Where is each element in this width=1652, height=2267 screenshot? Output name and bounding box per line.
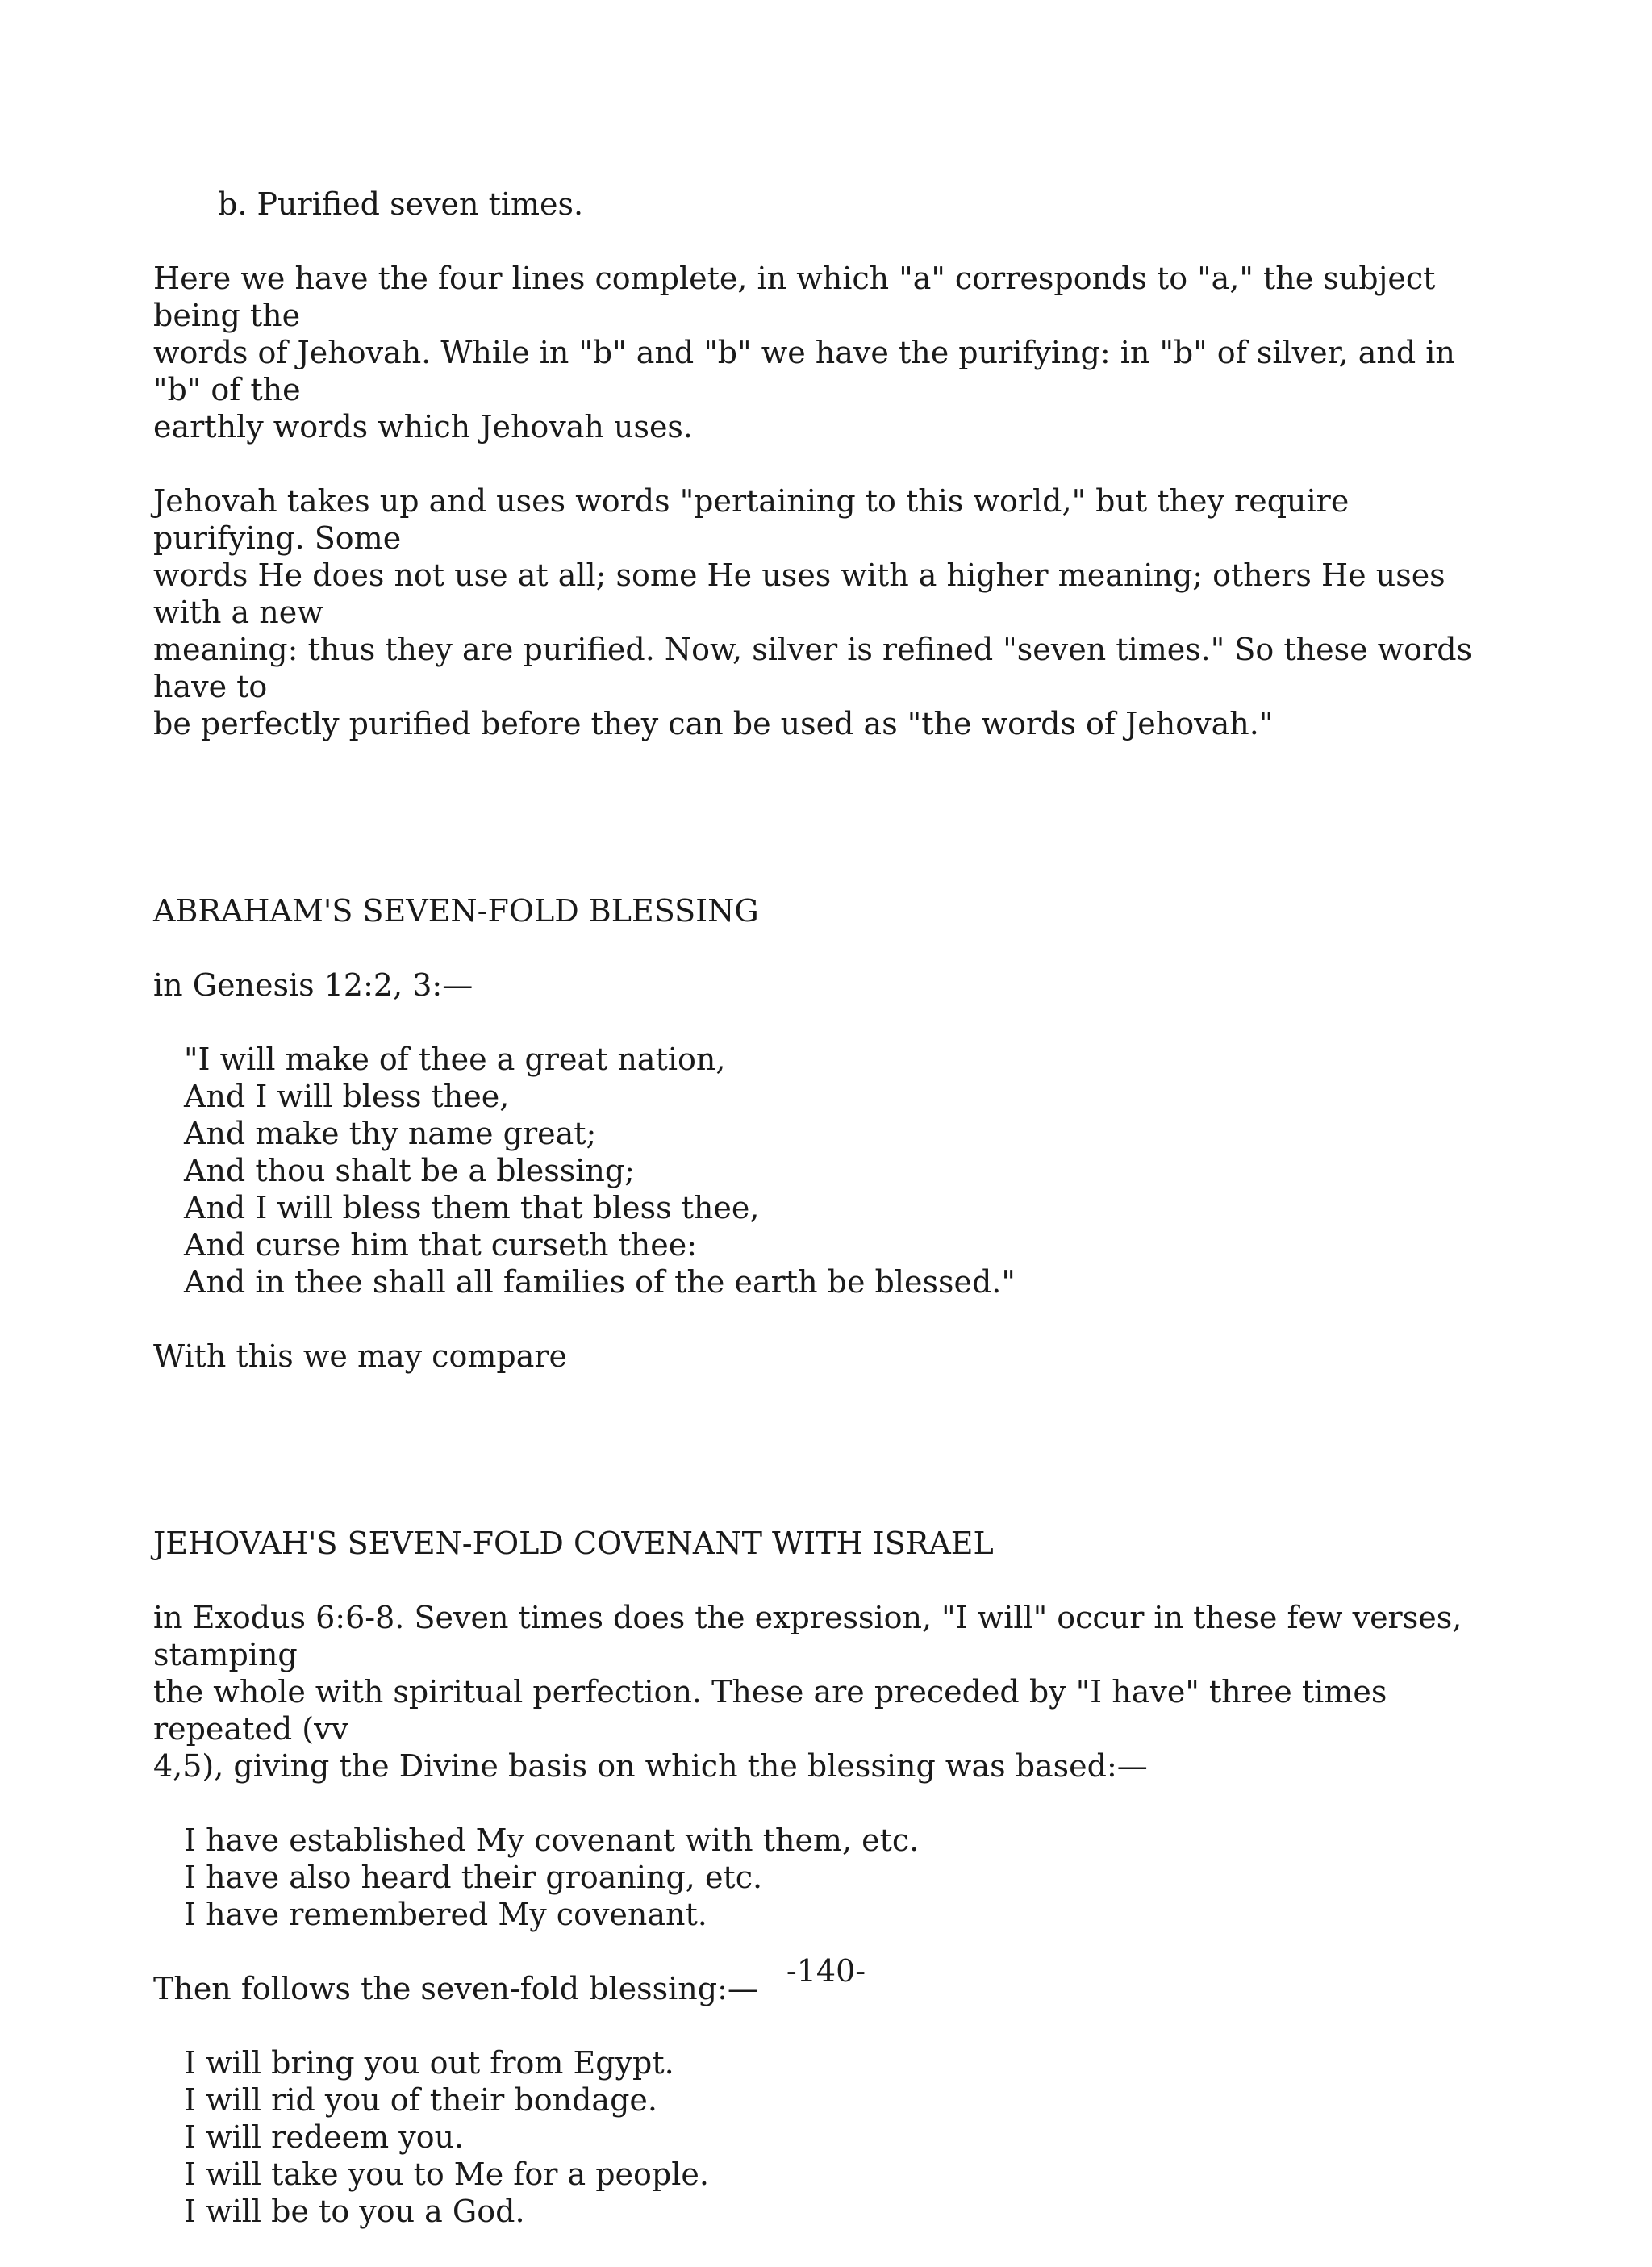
text-line: words of Jehovah. While in "b" and "b" we have the purifying: in "b" of silver, and in "b" of the: [153, 335, 1455, 407]
section-heading-abraham: ABRAHAM'S SEVEN-FOLD BLESSING: [153, 893, 759, 929]
text-line: Jehovah takes up and uses words "pertaining to this world," but they require purifying. Some: [153, 483, 1350, 556]
text-line: words He does not use at all; some He uses with a higher meaning; others He uses with a new: [153, 557, 1446, 630]
verse-block-abraham: [153, 1041, 1508, 1300]
paragraph-four-lines: [153, 260, 1508, 445]
text-line: 4,5), giving the Divine basis on which the blessing was based:—: [153, 1748, 1148, 1784]
verse-line: I have also heard their groaning, etc.: [184, 1860, 763, 1895]
verse-line: And in thee shall all families of the earth be blessed.": [184, 1264, 1016, 1300]
verse-line: And I will bless thee,: [184, 1079, 510, 1114]
verse-block-i-will: [153, 2044, 1508, 2230]
text-line: the whole with spiritual perfection. These are preceded by "I have" three times repeated (vv: [153, 1674, 1387, 1747]
text-line: in Exodus 6:6-8. Seven times does the expression, "I will" occur in these few verses, stamping: [153, 1600, 1462, 1672]
verse-line: I will redeem you.: [184, 2119, 465, 2155]
section-gap: [153, 1412, 1508, 1525]
text-line: be perfectly purified before they can be used as "the words of Jehovah.": [153, 706, 1274, 741]
compare-text: With this we may compare: [153, 1338, 567, 1374]
text-line: earthly words which Jehovah uses.: [153, 409, 694, 445]
list-item-b: b. Purified seven times.: [218, 186, 584, 222]
verse-line: I have established My covenant with them, etc.: [184, 1822, 920, 1858]
page-number: -140-: [786, 1953, 866, 1989]
verse-line: "I will make of thee a great nation,: [184, 1042, 726, 1077]
section-gap: [153, 779, 1508, 892]
verse-line: I will bring you out from Egypt.: [184, 2045, 674, 2081]
paragraph-purifying: [153, 482, 1508, 742]
verse-line: And make thy name great;: [184, 1116, 597, 1151]
section-heading-jehovah: JEHOVAH'S SEVEN-FOLD COVENANT WITH ISRAEL: [153, 1526, 994, 1561]
verse-line: And I will bless them that bless thee,: [184, 1190, 760, 1225]
verse-block-i-have: [153, 1822, 1508, 1933]
text-line: Here we have the four lines complete, in which "a" corresponds to "a," the subject being the: [153, 261, 1436, 333]
reference-genesis: in Genesis 12:2, 3:—: [153, 967, 473, 1003]
verse-line: I will take you to Me for a people.: [184, 2156, 709, 2192]
paragraph-exodus: [153, 1599, 1508, 1785]
verse-line: I will be to you a God.: [184, 2194, 525, 2229]
text-line: meaning: thus they are purified. Now, silver is refined "seven times." So these words have to: [153, 632, 1473, 704]
verse-line: And thou shalt be a blessing;: [184, 1153, 635, 1188]
verse-line: I will rid you of their bondage.: [184, 2082, 657, 2118]
verse-line: And curse him that curseth thee:: [184, 1227, 698, 1263]
follows-text: Then follows the seven-fold blessing:—: [153, 1971, 758, 2006]
verse-line: I have remembered My covenant.: [184, 1897, 707, 1932]
